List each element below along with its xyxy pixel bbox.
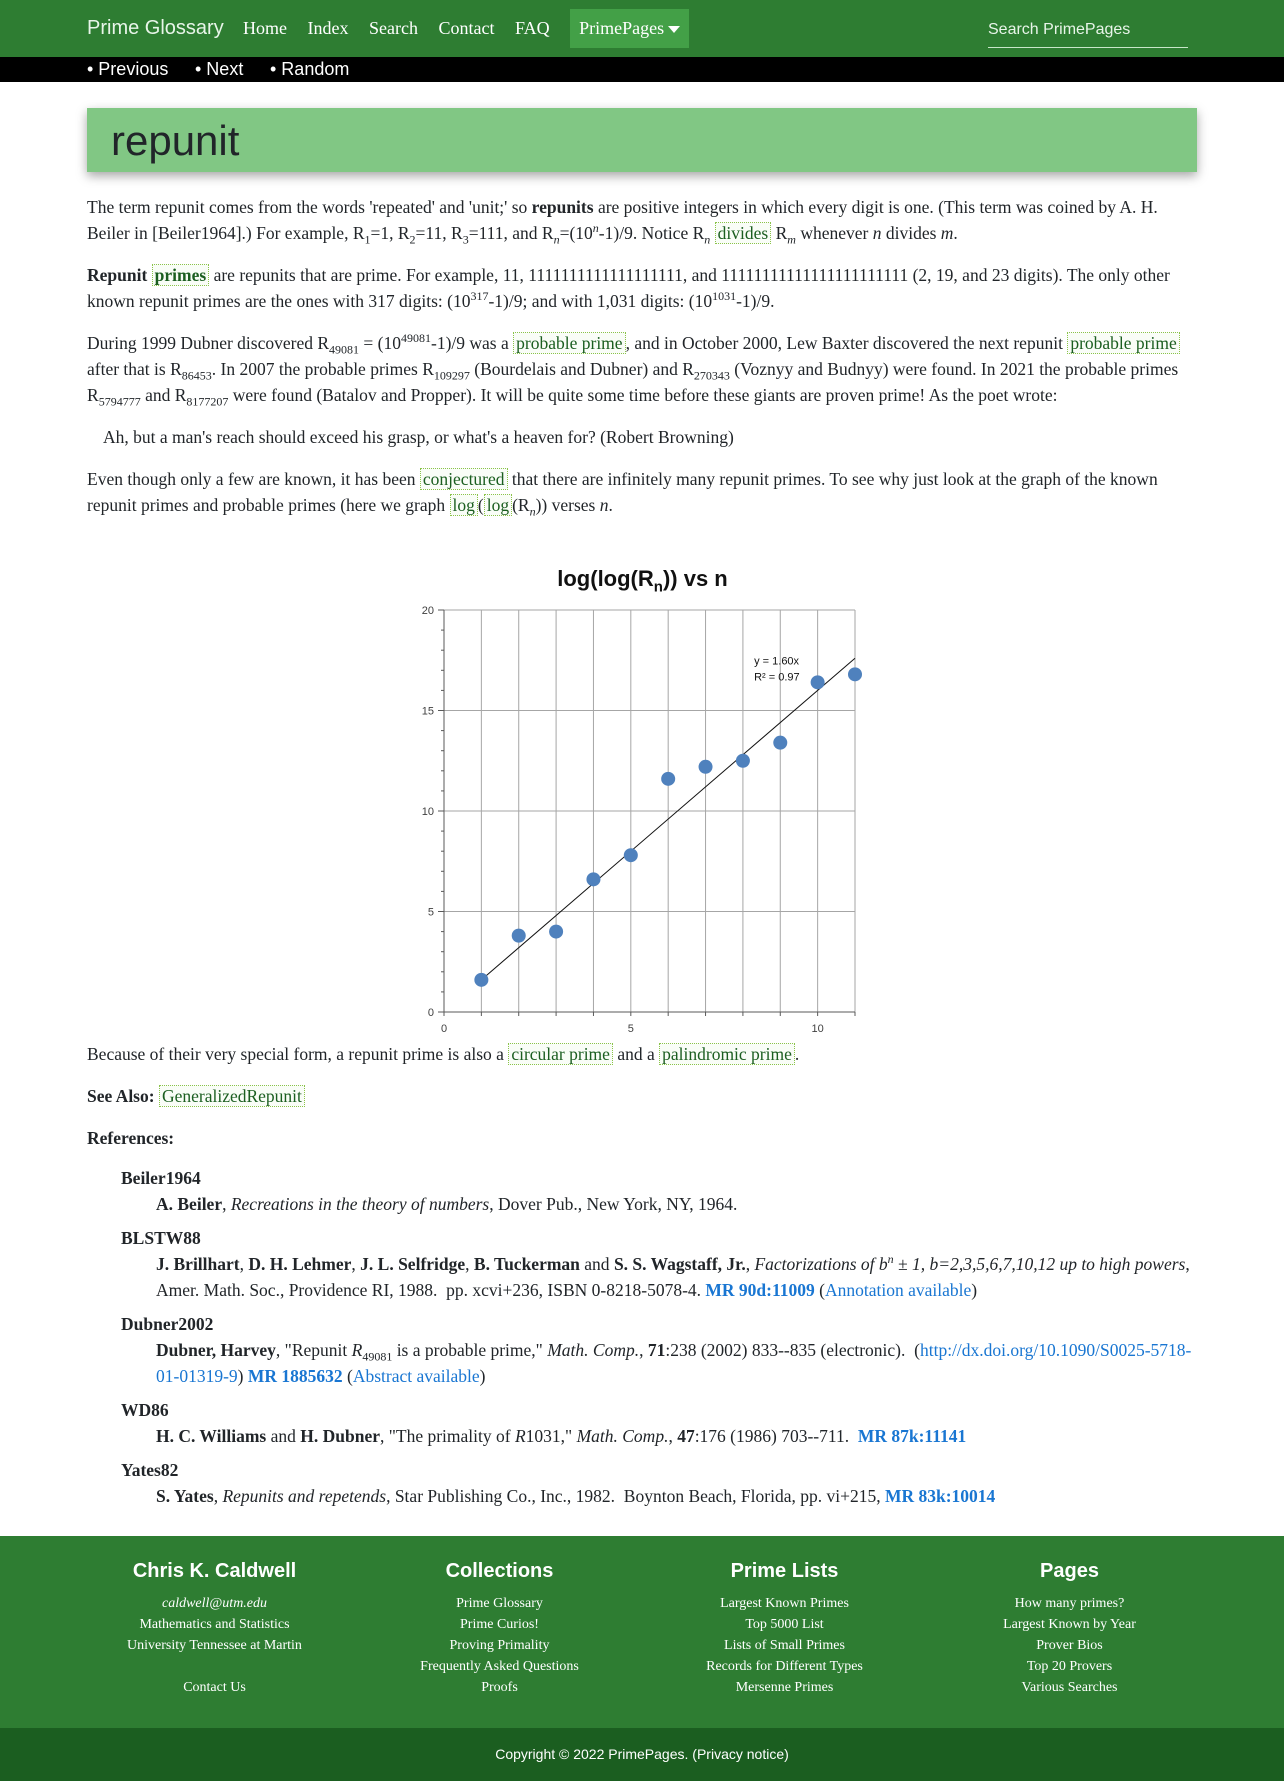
- footer-link[interactable]: Prime Glossary: [456, 1596, 543, 1611]
- chart-y-tick-label: 15: [421, 705, 434, 718]
- next-link[interactable]: • Next: [195, 59, 244, 79]
- footer-dept: Mathematics and Statistics: [139, 1617, 290, 1632]
- footer-link[interactable]: Prover Bios: [1036, 1638, 1103, 1653]
- brand-link[interactable]: Prime Glossary: [87, 17, 224, 39]
- privacy-link[interactable]: Privacy notice: [696, 1746, 785, 1762]
- ref-key-yates82: Yates82: [121, 1460, 179, 1480]
- chevron-down-icon: [668, 26, 680, 33]
- page-title: repunit: [111, 117, 240, 164]
- paragraph-repunit-primes: Repunit primes are repunits that are prime. For example, 11, 1111111111111111111, and 11111111111111111111111 (2, 19, and 23 digits). The only other known repunit primes are the ones with 317 digits: $(10^{317}-1)/9$; and with 1,031 digits: $(10^{1031}-1)/9$.: [87, 265, 1170, 311]
- ref-key-dubner2002: Dubner2002: [121, 1314, 214, 1334]
- mr-link-1885632[interactable]: MR 1885632: [247, 1366, 343, 1386]
- footer-link[interactable]: Proofs: [481, 1680, 518, 1695]
- chart-y-tick-label: 0: [427, 1007, 434, 1019]
- chart-point: [773, 736, 787, 750]
- chart-y-tick-label: 10: [421, 806, 434, 818]
- ref-body-dubner2002: Dubner, Harvey, "Repunit $R_{49081}$ is a probable prime," Math. Comp., 71:238 (2002) 833--835 (electronic). (http://dx.doi.org/10.1090/S0025-5718-01-01319-9) MR 1885632 (Abstract available): [156, 1340, 1192, 1386]
- see-also-label: See Also:: [87, 1086, 155, 1106]
- chart-y-tick-label: 5: [427, 906, 434, 919]
- chart: [400, 558, 880, 1038]
- ref-key-beiler1964: Beiler1964: [121, 1168, 201, 1188]
- ref-body-beiler1964: A. Beiler, Recreations in the theory of numbers, Dover Pub., New York, NY, 1964.: [156, 1194, 738, 1214]
- footer-link[interactable]: Largest Known Primes: [720, 1596, 849, 1611]
- chart-x-tick-label: 10: [811, 1023, 824, 1035]
- chart-point: [474, 973, 488, 987]
- title-card: [87, 108, 1197, 172]
- glossary-link-log-2[interactable]: log: [484, 494, 512, 516]
- nav-index[interactable]: Index: [307, 18, 349, 38]
- mr-link-83k10014[interactable]: MR 83k:10014: [884, 1486, 996, 1506]
- search-input[interactable]: [988, 12, 1188, 48]
- nav-search[interactable]: Search: [368, 18, 418, 38]
- ref-key-wd86: WD86: [121, 1400, 169, 1420]
- footer-link[interactable]: Prime Curios!: [460, 1617, 539, 1632]
- nav-faq[interactable]: FAQ: [514, 18, 550, 38]
- footer-pages-title: Pages: [1040, 1560, 1099, 1582]
- footer-link[interactable]: How many primes?: [1014, 1596, 1125, 1611]
- footer-link[interactable]: Top 5000 List: [745, 1617, 824, 1632]
- top-navbar: [0, 0, 1284, 57]
- copyright-bar: Copyright © 2022 PrimePages. (Privacy notice): [0, 1728, 1284, 1781]
- chart-trendline-equation: y = 1.60x: [754, 655, 800, 668]
- footer-contact-link[interactable]: Contact Us: [183, 1680, 246, 1695]
- references-heading: References:: [87, 1128, 175, 1148]
- footer-col-author: [72, 1560, 357, 1698]
- footer-link[interactable]: Top 20 Provers: [1026, 1659, 1113, 1674]
- chart-point: [624, 848, 638, 862]
- reference-list: [87, 1165, 1197, 1509]
- footer-link[interactable]: Proving Primality: [449, 1638, 550, 1653]
- footer-link[interactable]: Records for Different Types: [706, 1659, 863, 1674]
- ref-body-wd86: H. C. Williams and H. Dubner, "The primality of R1031," Math. Comp., 47:176 (1986) 703--711. MR 87k:11141: [156, 1426, 967, 1446]
- chart-point: [699, 760, 713, 774]
- chart-title: $\log(\log(R_n))$ vs n: [557, 566, 728, 596]
- footer-email[interactable]: caldwell@utm.edu: [161, 1596, 268, 1611]
- footer-university: University Tennessee at Martin: [127, 1638, 302, 1653]
- nav-primepages-dropdown[interactable]: [570, 9, 689, 48]
- annotation-link[interactable]: Annotation available: [824, 1280, 972, 1300]
- abstract-link[interactable]: Abstract available: [352, 1366, 480, 1386]
- doi-link[interactable]: http://dx.doi.org/10.1090/S0025-5718-01-01319-9: [156, 1340, 1192, 1386]
- chart-point: [661, 772, 675, 786]
- article-lower: [87, 1041, 1197, 1517]
- ref-key-blstw88: BLSTW88: [121, 1228, 201, 1248]
- chart-y-tick-label: 20: [421, 605, 434, 617]
- footer-spacer: [72, 1656, 357, 1677]
- sub-navbar: [0, 57, 1284, 82]
- article-body: [87, 194, 1197, 534]
- paragraph-definition: The term repunit comes from the words 'repeated' and 'unit;' so repunits are positive integers in which every digit is one. (This term was coined by A. H. Beiler in [Beiler1964].) For example, $R_1=1$, $R_2=11$, $R_3=111$, and $R_n=(10^n-1)/9$. Notice $R_n$ divides $R_m$ whenever n divides m.: [87, 197, 1158, 247]
- random-link[interactable]: • Random: [270, 59, 350, 79]
- paragraph-circular: Because of their very special form, a repunit prime is also a circular prime and a palindromic prime .: [87, 1044, 800, 1064]
- chart-point: [586, 872, 600, 886]
- mr-link-90d11009[interactable]: MR 90d:11009: [705, 1280, 815, 1300]
- footer-link[interactable]: Largest Known by Year: [1003, 1617, 1136, 1632]
- dropdown-label: PrimePages: [579, 18, 665, 38]
- footer-link[interactable]: Mersenne Primes: [735, 1680, 834, 1695]
- chart-point: [549, 925, 563, 939]
- glossary-link-conjectured[interactable]: conjectured: [420, 468, 508, 490]
- footer-link[interactable]: Frequently Asked Questions: [420, 1659, 579, 1674]
- glossary-link-generalized-repunit[interactable]: GeneralizedRepunit: [159, 1085, 305, 1107]
- chart-point: [512, 929, 526, 943]
- paragraph-conjecture: Even though only a few are known, it has been conjectured that there are infinitely many repunit primes. To see why just look at the graph of the known repunit primes and probable primes (here we graph log ( $\log (R_n)$) verses n.: [87, 469, 1158, 519]
- previous-link[interactable]: • Previous: [87, 59, 169, 79]
- mr-link-87k11141[interactable]: MR 87k:11141: [857, 1426, 967, 1446]
- chart-point: [848, 667, 862, 681]
- ref-body-blstw88: J. Brillhart, D. H. Lehmer, J. L. Selfridge, B. Tuckerman and S. S. Wagstaff, Jr., Factorizations of $b^n \pm 1$, b=2,3,5,6,7,10,12 up to high powers, Amer. Math. Soc., Providence RI, 1988. pp. xcvi+236, ISBN 0-8218-5078-4. MR 90d:11009 (Annotation available): [156, 1252, 1190, 1300]
- chart-svg: [400, 558, 880, 1038]
- chart-point: [811, 675, 825, 689]
- glossary-link-divides[interactable]: divides: [715, 222, 772, 244]
- footer-primelists-title: Prime Lists: [730, 1560, 839, 1582]
- glossary-link-primes[interactable]: primes: [152, 264, 210, 286]
- paragraph-probable-primes: During 1999 Dubner discovered $R_{49081} = (10^{49081}-1)/9$ was a probable prime , and in October 2000, Lew Baxter discovered the next repunit probable prime after that is $R_{86453}$. In 2007 the probable primes $R_{109297}$ (Bourdelais and Dubner) and $R_{270343}$ (Voznyy and Budnyy) were found. In 2021 the probable primes $R_{5794777}$ and $R_{8177207}$ were found (Batalov and Propper). It will be quite some time before these giants are proven prime! As the poet wrote:: [87, 331, 1179, 409]
- footer-col-collections: [357, 1560, 642, 1698]
- chart-x-tick-label: 0: [440, 1023, 448, 1035]
- glossary-link-probable-prime-2[interactable]: probable prime: [1067, 332, 1179, 354]
- chart-x-tick-label: 5: [627, 1023, 634, 1035]
- footer-collections-title: Collections: [445, 1560, 554, 1582]
- glossary-link-log[interactable]: log: [450, 494, 478, 516]
- glossary-link-probable-prime[interactable]: probable prime: [513, 332, 625, 354]
- footer-col-pages: [927, 1560, 1212, 1698]
- ref-body-yates82: S. Yates, Repunits and repetends, Star Publishing Co., Inc., 1982. Boynton Beach, Florida, pp. vi+215, MR 83k:10014: [156, 1486, 996, 1506]
- chart-point: [736, 754, 750, 768]
- glossary-link-circular-prime[interactable]: circular prime: [508, 1043, 613, 1065]
- browning-quote: Ah, but a man's reach should exceed his grasp, or what's a heaven for? (Robert Browning): [103, 427, 734, 447]
- footer-link[interactable]: Lists of Small Primes: [724, 1638, 845, 1653]
- copyright-text: Copyright © 2022 PrimePages.: [495, 1746, 689, 1762]
- footer: [0, 1536, 1284, 1728]
- see-also: [87, 1083, 1197, 1109]
- footer-col-prime-lists: [642, 1560, 927, 1698]
- glossary-link-palindromic-prime[interactable]: palindromic prime: [659, 1043, 795, 1065]
- chart-trendline-r2: R² = 0.97: [754, 671, 800, 684]
- nav-links: [243, 18, 705, 48]
- footer-link[interactable]: Various Searches: [1021, 1680, 1118, 1695]
- nav-contact[interactable]: Contact: [438, 18, 495, 38]
- footer-author-title: Chris K. Caldwell: [132, 1560, 297, 1582]
- nav-home[interactable]: Home: [243, 18, 287, 38]
